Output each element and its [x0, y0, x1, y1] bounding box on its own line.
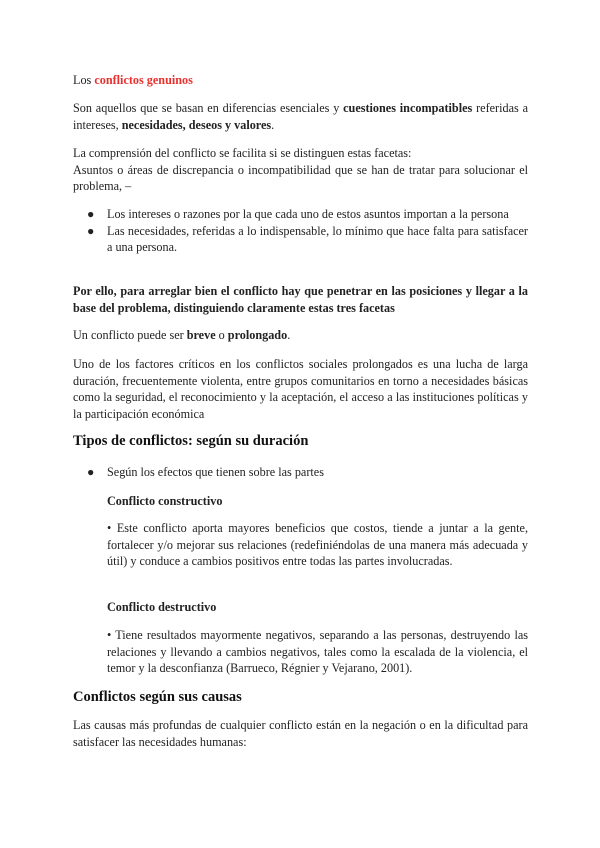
text-run: Son aquellos que se basan en diferencias esenciales y	[73, 101, 344, 115]
paragraph-constructivo: • Este conflicto aporta mayores beneficios que costos, tiende a juntar a la gente, fortalecer y/o mejorar sus relaciones (redefiniéndolas de una manera más adecuada y útil) y conduce a cambios positivos entre todas las partes involucradas.	[107, 521, 528, 569]
list-item	[73, 464, 528, 481]
text-run: .	[271, 117, 275, 132]
list-item-text: Los intereses o razones por la que cada uno de estos asuntos importan a la persona	[107, 207, 509, 221]
list-item-text: Según los efectos que tienen sobre las partes	[107, 465, 324, 479]
paragraph-destructivo: • Tiene resultados mayormente negativos, separando a las personas, destruyendo las relaciones y llevando a cambios negativos, tales como la escalada de la violencia, el temor y la desconfianza (Barrueco, Régnier y Vejarano, 2001).	[107, 628, 528, 676]
paragraph-duration	[73, 327, 528, 344]
heading-causas: Conflictos según sus causas	[73, 689, 242, 705]
bullet-icon: ●	[87, 223, 95, 238]
bold-run: necesidades, deseos y valores	[121, 117, 272, 132]
text-run: referidas a intereses,	[73, 101, 528, 132]
facets-line-2: Asuntos o áreas de discrepancia o incompatibilidad que se han de tratar para solucionar el problema, –	[73, 162, 528, 194]
list-item	[73, 206, 528, 223]
paragraph-definition	[73, 100, 528, 133]
heading-constructivo: Conflicto constructivo	[107, 494, 223, 508]
facets-line-1: La comprensión del conflicto se facilita si se distinguen estas facetas:	[73, 146, 412, 160]
text-run: o	[215, 328, 228, 342]
effects-list	[73, 464, 528, 481]
bold-run: breve	[186, 328, 216, 342]
paragraph-causas: Las causas más profundas de cualquier conflicto están en la negación o en la dificultad para satisfacer las necesidades humanas:	[73, 718, 528, 749]
text-run: .	[287, 328, 291, 342]
paragraph-prolonged: Uno de los factores críticos en los conflictos sociales prolongados es una lucha de larga duración, frecuentemente violenta, entre grupos comunitarios en torno a necesidades básicas como la seguridad, el reconocimiento y la aceptación, el acceso a las instituciones políticas y la participación económica	[73, 357, 528, 422]
paragraph-bold-conclusion: Por ello, para arreglar bien el conflicto hay que penetrar en las posiciones y llegar a la base del problema, distinguiendo claramente estas tres facetas	[73, 284, 528, 315]
bullet-icon: ●	[87, 207, 95, 221]
paragraph-facets	[73, 145, 528, 195]
title-prefix: Los	[73, 73, 95, 87]
bold-run: prolongado	[227, 328, 288, 342]
facets-list	[73, 206, 528, 256]
list-item-text: Las necesidades, referidas a lo indispensable, lo mínimo que hace falta para satisfacer a una persona.	[107, 223, 528, 255]
title-highlight: conflictos genuinos	[94, 73, 193, 87]
bold-run: cuestiones incompatibles	[343, 101, 473, 115]
section-title	[73, 72, 528, 89]
bullet-icon: ●	[87, 465, 95, 479]
list-item	[73, 223, 528, 256]
heading-destructivo: Conflicto destructivo	[107, 600, 217, 614]
heading-tipos: Tipos de conflictos: según su duración	[73, 433, 309, 449]
text-run: Un conflicto puede ser	[73, 328, 187, 342]
